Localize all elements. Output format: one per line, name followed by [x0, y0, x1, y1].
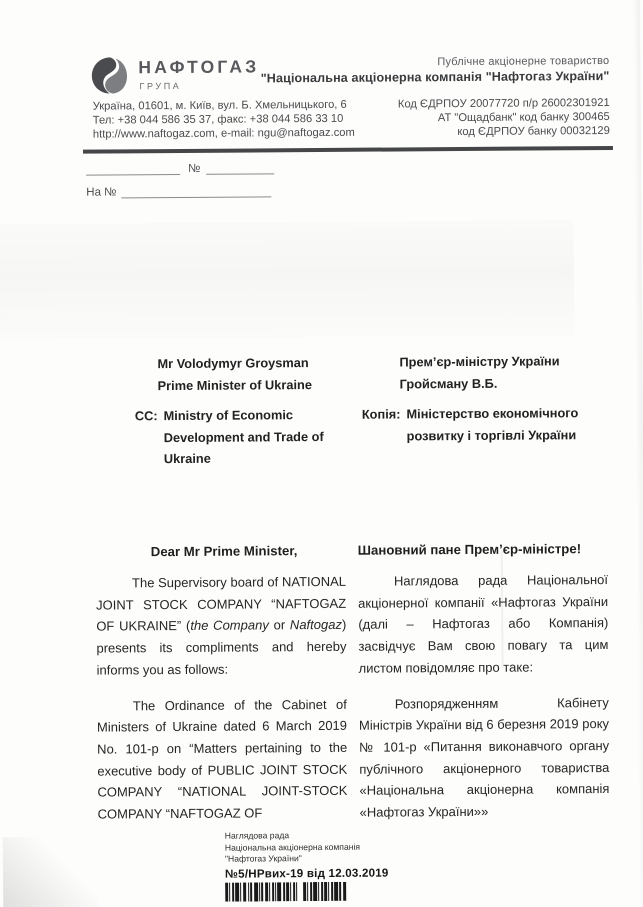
paragraph2-en: The Ordinance of the Cabinet of Ministers of Ukraine dated 6 March 2019 No. 101-p on “Matters pertaining to the executive body of PUBLIC JOINT STOCK COMPANY “NATIONAL JOINT-STOCK COMPANY “NAFTOGAZ OF	[96, 696, 348, 822]
addressee-section	[94, 350, 607, 470]
cc-block-uk	[357, 402, 607, 447]
stamp-line3: "Нафтогаз України"	[224, 853, 302, 864]
company-type: Публічне акціонерне товариство	[437, 54, 610, 69]
scan-smudge	[0, 220, 574, 339]
addressee-line1-uk: Прем’єр-міністру України	[399, 353, 560, 370]
incoming-ref-line	[86, 182, 274, 198]
letter-body	[96, 541, 610, 839]
contact-block	[93, 99, 355, 142]
scan-corner-shadow	[3, 837, 99, 907]
contact-web-email: http://www.naftogaz.com, e-mail: ngu@naftogaz.com	[92, 126, 355, 141]
naftogaz-logo	[90, 55, 259, 94]
stamp-line2: Національна акціонерна компанія	[224, 841, 361, 853]
registration-barcode	[225, 881, 377, 901]
naftogaz-flame-icon	[90, 56, 128, 94]
paragraph1-uk: Наглядова рада Національної акціонерної компанії «Нафтогаз України (далі – Нафтогаз або Компанія) засвідчує Вам свою повагу та цим листом повідомляє про таке:	[358, 571, 609, 676]
registration-stamp	[225, 830, 389, 902]
na-number-label: На №	[86, 186, 117, 199]
logo-wordmark	[138, 56, 259, 91]
scan-edge-shadow	[633, 0, 643, 905]
addressee-ukrainian	[356, 350, 607, 468]
outgoing-number-date: №5/НРвих-19 від 12.03.2019	[224, 866, 389, 881]
cc-label-uk: Копія:	[361, 406, 401, 422]
addressee-line1-en: Mr Volodymyr Groysman	[157, 355, 309, 372]
logo-brand-text: НАФТОГАЗ	[138, 56, 260, 78]
bank-edrpou-code: код ЄДРПОУ банку 00032129	[457, 124, 610, 138]
date-blank-line	[86, 162, 180, 176]
addressee-line2-uk: Гройсману В.Б.	[399, 375, 498, 391]
contact-address: Україна, 01601, м. Київ, вул. Б. Хмельницького, 6	[92, 98, 347, 113]
body-column-english	[96, 543, 348, 839]
cc-block-en	[95, 404, 345, 470]
cc-text-uk: Міністерство економічного розвитку і торгівлі України	[406, 405, 579, 443]
outgoing-ref-line	[86, 159, 274, 175]
number-blank-line	[206, 161, 274, 174]
na-number-blank-line	[121, 184, 271, 198]
letterhead-divider	[83, 146, 613, 153]
body-column-ukrainian	[358, 541, 610, 837]
bank-name-code: АТ "Ощадбанк" код банку 300465	[437, 110, 610, 124]
company-title-block	[261, 55, 610, 85]
bank-details-block	[398, 97, 610, 140]
cc-text-en: Ministry of Economic Development and Trade of Ukraine	[163, 407, 324, 467]
addressee-name-uk	[356, 350, 606, 395]
addressee-english	[94, 352, 345, 470]
cc-label-en: CC:	[134, 408, 158, 424]
contact-phone: Тел: +38 044 586 35 37, факс: +38 044 586 33 10	[92, 112, 344, 127]
addressee-name-en	[94, 352, 344, 397]
addressee-line2-en: Prime Minister of Ukraine	[157, 376, 312, 393]
reference-block	[86, 159, 275, 198]
number-sign-label: №	[188, 162, 201, 175]
logo-sub-text: ГРУПА	[139, 80, 182, 92]
salutation-en: Dear Mr Prime Minister,	[150, 543, 298, 560]
paragraph1-en: The Supervisory board of NATIONAL JOINT STOCK COMPANY “NAFTOGAZ OF UKRAINE” (the Company or Naftogaz) presents its compliments and hereby informs you as follows:	[96, 573, 347, 678]
stamp-line1: Наглядова рада	[224, 830, 290, 841]
edrpou-code: Код ЄДРПОУ 20077720 п/р 26002301921	[397, 96, 610, 111]
salutation-uk: Шановний пане Прем’єр-міністре!	[357, 541, 582, 558]
paragraph2-uk: Розпорядженням Кабінету Міністрів України від 6 березня 2019 року № 101-р «Питання виконавчого органу публічного акціонерного товариства «Національна акціонерна компанія «Нафтогаз України»»	[358, 694, 610, 820]
company-name: "Національна акціонерна компанія "Нафтогаз України"	[260, 68, 610, 86]
